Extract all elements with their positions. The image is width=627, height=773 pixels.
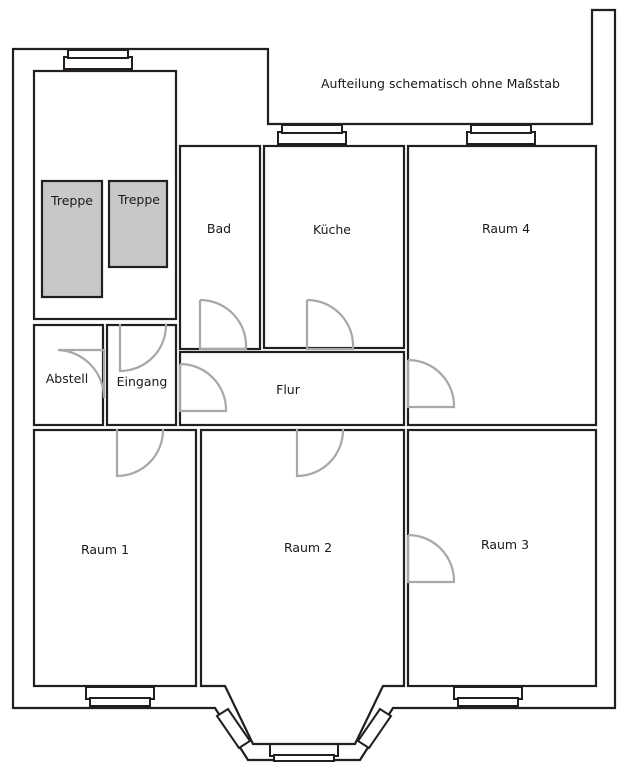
door-raum-2 <box>297 429 343 476</box>
window-raum-3 <box>454 687 522 706</box>
label-kueche: Küche <box>313 222 351 237</box>
door-entrance-flur <box>180 364 226 411</box>
label-bad: Bad <box>206 221 232 236</box>
label-raum-1: Raum 1 <box>80 542 130 557</box>
raum-2-room <box>201 430 404 744</box>
door-eingang <box>120 324 166 371</box>
label-treppe-1: Treppe <box>51 193 93 208</box>
window-bay-bottom <box>270 744 338 761</box>
label-raum-3: Raum 3 <box>480 537 530 552</box>
label-raum-2: Raum 2 <box>283 540 333 555</box>
label-abstell: Abstell <box>45 371 89 386</box>
window-kitchen <box>278 125 346 144</box>
label-eingang: Eingang <box>116 374 168 389</box>
window-raum-1 <box>86 687 154 706</box>
raum-4-room <box>408 146 596 425</box>
door-raum-4 <box>408 360 454 407</box>
door-raum-1 <box>117 429 163 476</box>
label-raum-4: Raum 4 <box>481 221 531 236</box>
kueche-room <box>264 146 404 348</box>
door-kueche <box>307 300 353 349</box>
window-top-left <box>64 50 132 69</box>
raum-3-room <box>408 430 596 686</box>
label-flur: Flur <box>276 382 300 397</box>
raum-1-room <box>34 430 196 686</box>
label-treppe-2: Treppe <box>118 192 160 207</box>
door-bad <box>200 300 246 349</box>
window-raum-4 <box>467 125 535 144</box>
door-raum-3 <box>408 535 454 582</box>
bad-room <box>180 146 260 349</box>
scale-note: Aufteilung schematisch ohne Maßstab <box>321 76 560 91</box>
